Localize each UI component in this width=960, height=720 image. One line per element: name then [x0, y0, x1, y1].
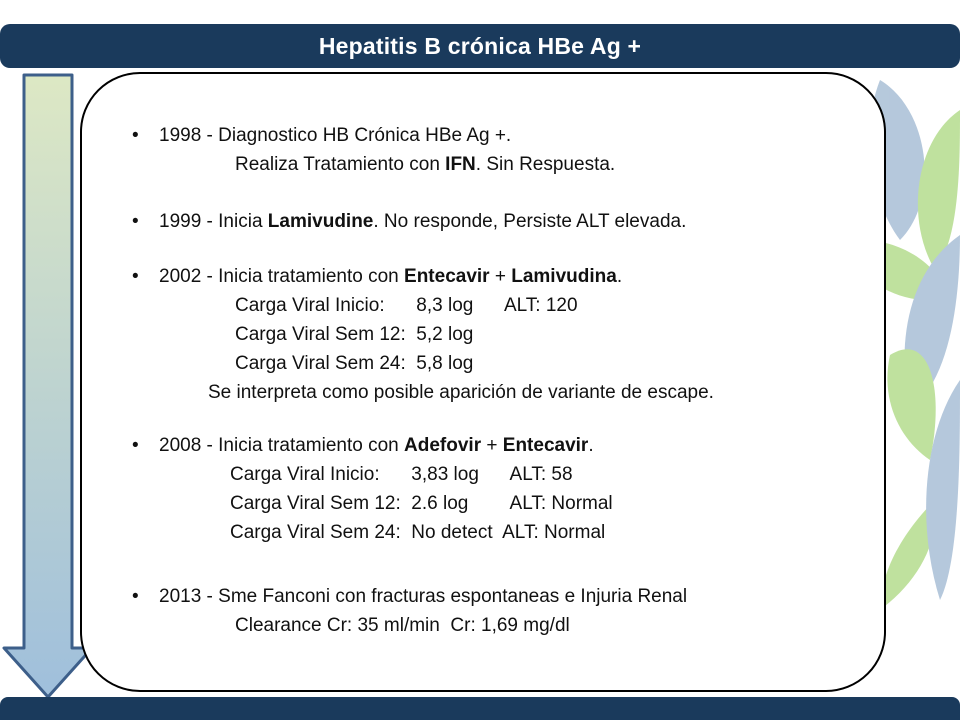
drug-adefovir: Adefovir [404, 435, 482, 456]
entry-line: Carga Viral Sem 12: 2.6 log ALT: Normal [230, 493, 613, 514]
entry-line: 1998 - Diagnostico HB Crónica HBe Ag +. [159, 125, 512, 146]
entry-line: Carga Viral Inicio: 8,3 log ALT: 120 [235, 295, 578, 316]
arrow-shape [4, 75, 92, 697]
entry-line: 1999 - Inicia Lamivudine. No responde, Persiste ALT elevada. [159, 211, 687, 232]
entry-line: Carga Viral Sem 24: 5,8 log [235, 353, 474, 374]
bottom-bar [0, 697, 960, 720]
bullet: • [132, 435, 139, 456]
bullet: • [132, 125, 139, 146]
title-bar [0, 24, 960, 68]
drug-lamivudina: Lamivudina [511, 266, 617, 287]
entry-line: Realiza Tratamiento con IFN. Sin Respuesta. [235, 154, 616, 175]
content-box [80, 72, 886, 692]
drug-lamivudine: Lamivudine [267, 211, 374, 232]
drug-entecavir: Entecavir [404, 266, 490, 287]
entry-line: Carga Viral Inicio: 3,83 log ALT: 58 [230, 464, 573, 485]
entry-line: 2008 - Inicia tratamiento con Adefovir + Entecavir. [159, 435, 594, 456]
drug-ifn: IFN [445, 154, 476, 175]
bullet: • [132, 266, 139, 287]
entry-line: Carga Viral Sem 12: 5,2 log [235, 324, 474, 345]
entry-line: Carga Viral Sem 24: No detect ALT: Normal [230, 522, 606, 543]
drug-entecavir: Entecavir [502, 435, 589, 456]
entry-line: Clearance Cr: 35 ml/min Cr: 1,69 mg/dl [235, 615, 570, 636]
entry-line: Se interpreta como posible aparición de variante de escape. [208, 382, 714, 403]
page-title: Hepatitis B crónica HBe Ag + [318, 32, 642, 59]
entry-line: 2002 - Inicia tratamiento con Entecavir + Lamivudina. [159, 266, 623, 287]
entry-line: 2013 - Sme Fanconi con fracturas espontaneas e Injuria Renal [159, 586, 688, 607]
bullet: • [132, 211, 139, 232]
bullet: • [132, 586, 139, 607]
